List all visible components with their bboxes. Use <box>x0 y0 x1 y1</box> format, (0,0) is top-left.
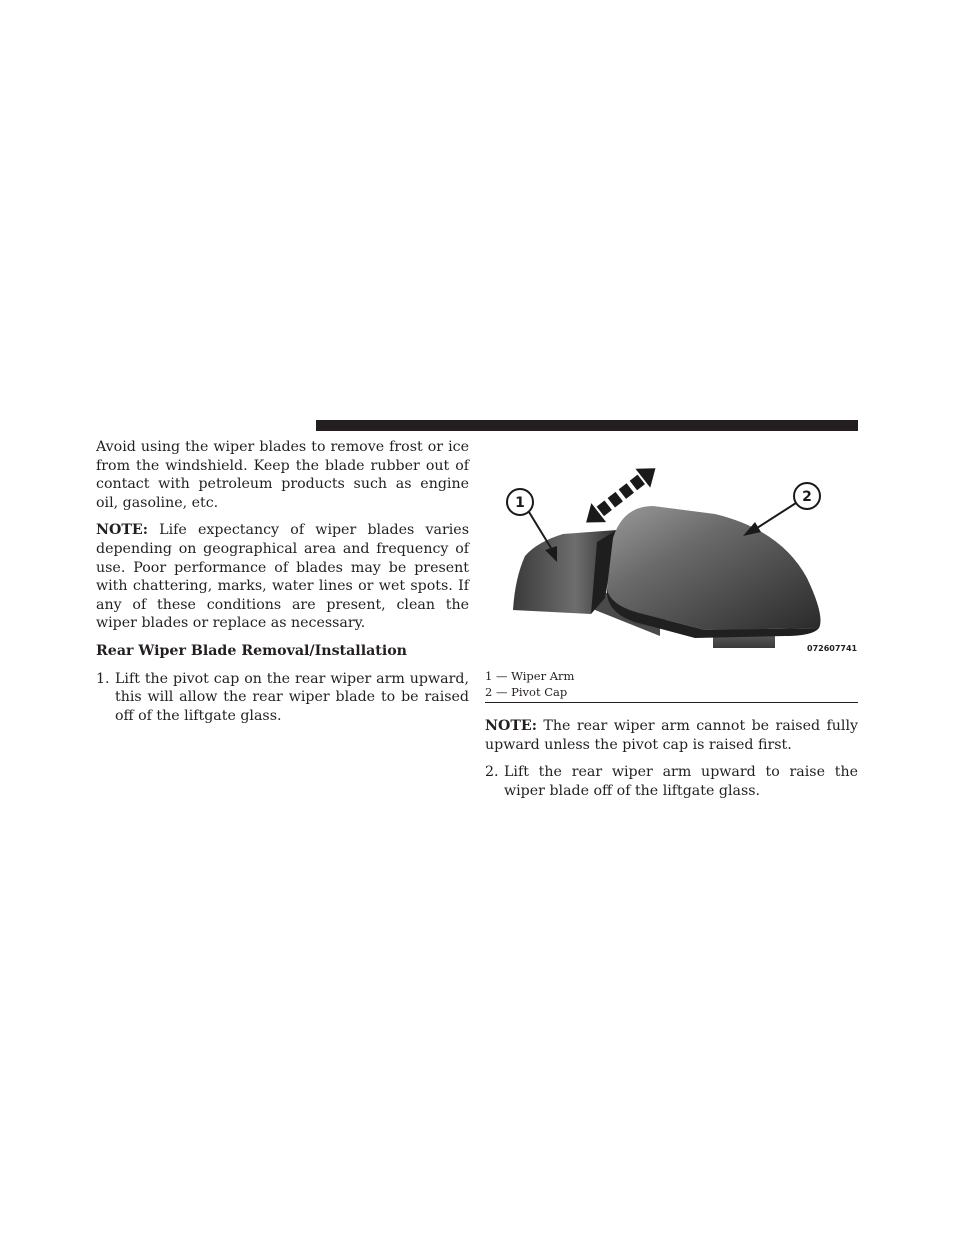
left-column <box>96 438 469 725</box>
step-text: Lift the pivot cap on the rear wiper arm upward, this will allow the rear wiper blade to be raised off of the liftgate glass. <box>115 670 469 724</box>
callout-2-leader <box>757 503 796 528</box>
step-number: 1. <box>96 670 110 687</box>
step-2 <box>485 763 858 800</box>
wiper-pivot-illustration <box>485 438 858 660</box>
step-text: Lift the rear wiper arm upward to raise the wiper blade off of the liftgate glass. <box>504 764 858 799</box>
step-number: 2. <box>485 764 499 781</box>
pivot-cap-note <box>485 717 858 754</box>
step-1 <box>96 670 469 726</box>
note-text: Life expectancy of wiper blades varies depending on geographical area and frequency of use. Poor performance of blades may be present with chattering, marks, water lines or wet spots. If any of these conditions are present, clean the wiper blades or replace as necessary. <box>96 522 469 632</box>
note-label: NOTE: <box>485 718 537 734</box>
figure-code: 072607741 <box>807 644 858 653</box>
section-heading: Rear Wiper Blade Removal/Installation <box>96 642 407 659</box>
figure-legend <box>485 668 858 703</box>
note-label: NOTE: <box>96 522 148 539</box>
illustration-svg <box>485 438 858 660</box>
right-column <box>485 438 858 800</box>
callout-2-label: 2 <box>802 489 812 505</box>
legend-item-pivot-cap: 2 — Pivot Cap <box>485 685 568 699</box>
note-text: The rear wiper arm cannot be raised fully upward unless the pivot cap is raised first. <box>485 718 858 753</box>
callout-1-label: 1 <box>515 495 525 511</box>
wiper-care-paragraph: Avoid using the wiper blades to remove frost or ice from the windshield. Keep the blade rubber out of contact with petroleum products such as engine oil, gasoline, etc. <box>96 439 469 511</box>
wiper-life-note <box>96 521 469 633</box>
pivot-cap-shape <box>607 506 821 630</box>
legend-item-wiper-arm: 1 — Wiper Arm <box>485 669 575 683</box>
callout-1-leader <box>529 512 551 548</box>
section-header-bar <box>316 420 858 431</box>
